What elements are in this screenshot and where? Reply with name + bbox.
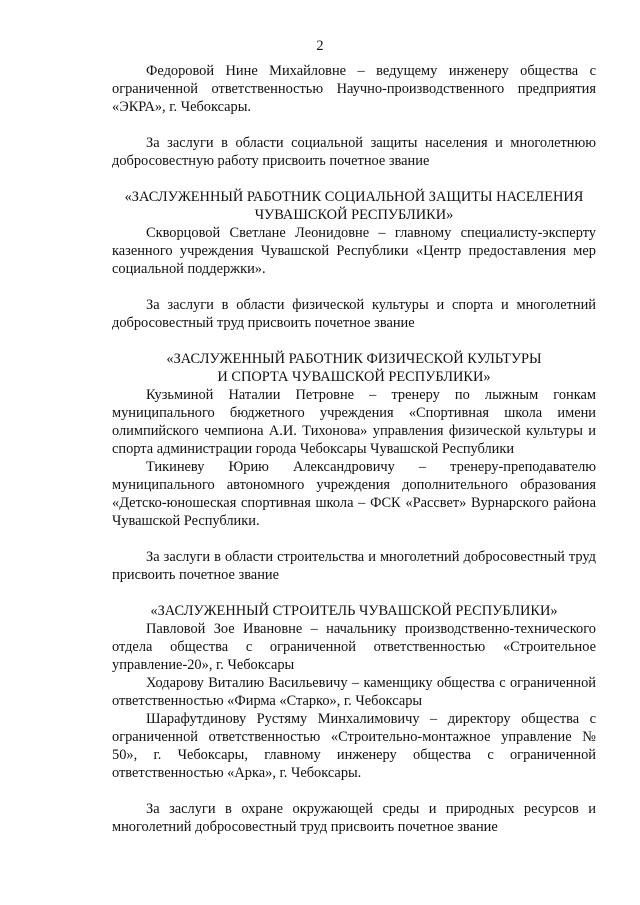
paragraph: Федоровой Нине Михайловне – ведущему инженеру общества с ограниченной ответственностью Научно-производственного предприятия «ЭКРА», г. Чебоксары. [112, 63, 596, 115]
paragraph: За заслуги в области социальной защиты населения и многолетнюю добросовестную работу присвоить почетное звание [112, 135, 596, 169]
heading-line: ЧУВАШСКОЙ РЕСПУБЛИКИ» [254, 207, 454, 223]
paragraph: За заслуги в охране окружающей среды и природных ресурсов и многолетний добросовестный труд присвоить почетное звание [112, 801, 596, 835]
heading-line: «ЗАСЛУЖЕННЫЙ СТРОИТЕЛЬ ЧУВАШСКОЙ РЕСПУБЛИКИ» [150, 603, 558, 619]
paragraph-gap [112, 584, 596, 602]
paragraph: Кузьминой Наталии Петровне – тренеру по лыжным гонкам муниципального бюджетного учреждения «Спортивная школа имени олимпийского чемпиона А.И. Тихонова» управления физической культуры и спорта администрации города Чебоксары Чувашской Республики [112, 387, 596, 457]
paragraph-gap [112, 116, 596, 134]
paragraph-gap [112, 530, 596, 548]
heading-line: И СПОРТА ЧУВАШСКОЙ РЕСПУБЛИКИ» [217, 369, 491, 385]
honorary-title-heading [112, 602, 596, 620]
heading-line: «ЗАСЛУЖЕННЫЙ РАБОТНИК ФИЗИЧЕСКОЙ КУЛЬТУРЫ [166, 351, 542, 367]
paragraph: Тикиневу Юрию Александровичу – тренеру-преподавателю муниципального автономного учреждения дополнительного образования «Детско-юношеская спортивная школа – ФСК «Рассвет» Вурнарского района Чувашской Республики. [112, 459, 596, 529]
honorary-title-heading [112, 188, 596, 224]
paragraph: За заслуги в области физической культуры и спорта и многолетний добросовестный труд присвоить почетное звание [112, 297, 596, 331]
document-body [112, 62, 596, 836]
paragraph-gap [112, 332, 596, 350]
paragraph-gap [112, 278, 596, 296]
paragraph: За заслуги в области строительства и многолетний добросовестный труд присвоить почетное звание [112, 549, 596, 583]
paragraph: Скворцовой Светлане Леонидовне – главному специалисту-эксперту казенного учреждения Чувашской Республики «Центр предоставления мер социальной поддержки». [112, 225, 596, 277]
paragraph-gap [112, 782, 596, 800]
page-number: 2 [316, 38, 324, 54]
honorary-title-heading [112, 350, 596, 386]
paragraph: Шарафутдинову Рустяму Минхалимовичу – директору общества с ограниченной ответственностью «Строительно-монтажное управление № 50», г. Чебоксары, главному инженеру общества с ограниченной ответственностью «Арка», г. Чебоксары. [112, 711, 596, 781]
paragraph: Павловой Зое Ивановне – начальнику производственно-технического отдела общества с ограниченной ответственностью «Строительное управление-20», г. Чебоксары [112, 621, 596, 673]
paragraph-gap [112, 170, 596, 188]
heading-line: «ЗАСЛУЖЕННЫЙ РАБОТНИК СОЦИАЛЬНОЙ ЗАЩИТЫ НАСЕЛЕНИЯ [124, 189, 584, 205]
paragraph: Ходарову Виталию Васильевичу – каменщику общества с ограниченной ответственностью «Фирма «Старко», г. Чебоксары [112, 675, 596, 709]
